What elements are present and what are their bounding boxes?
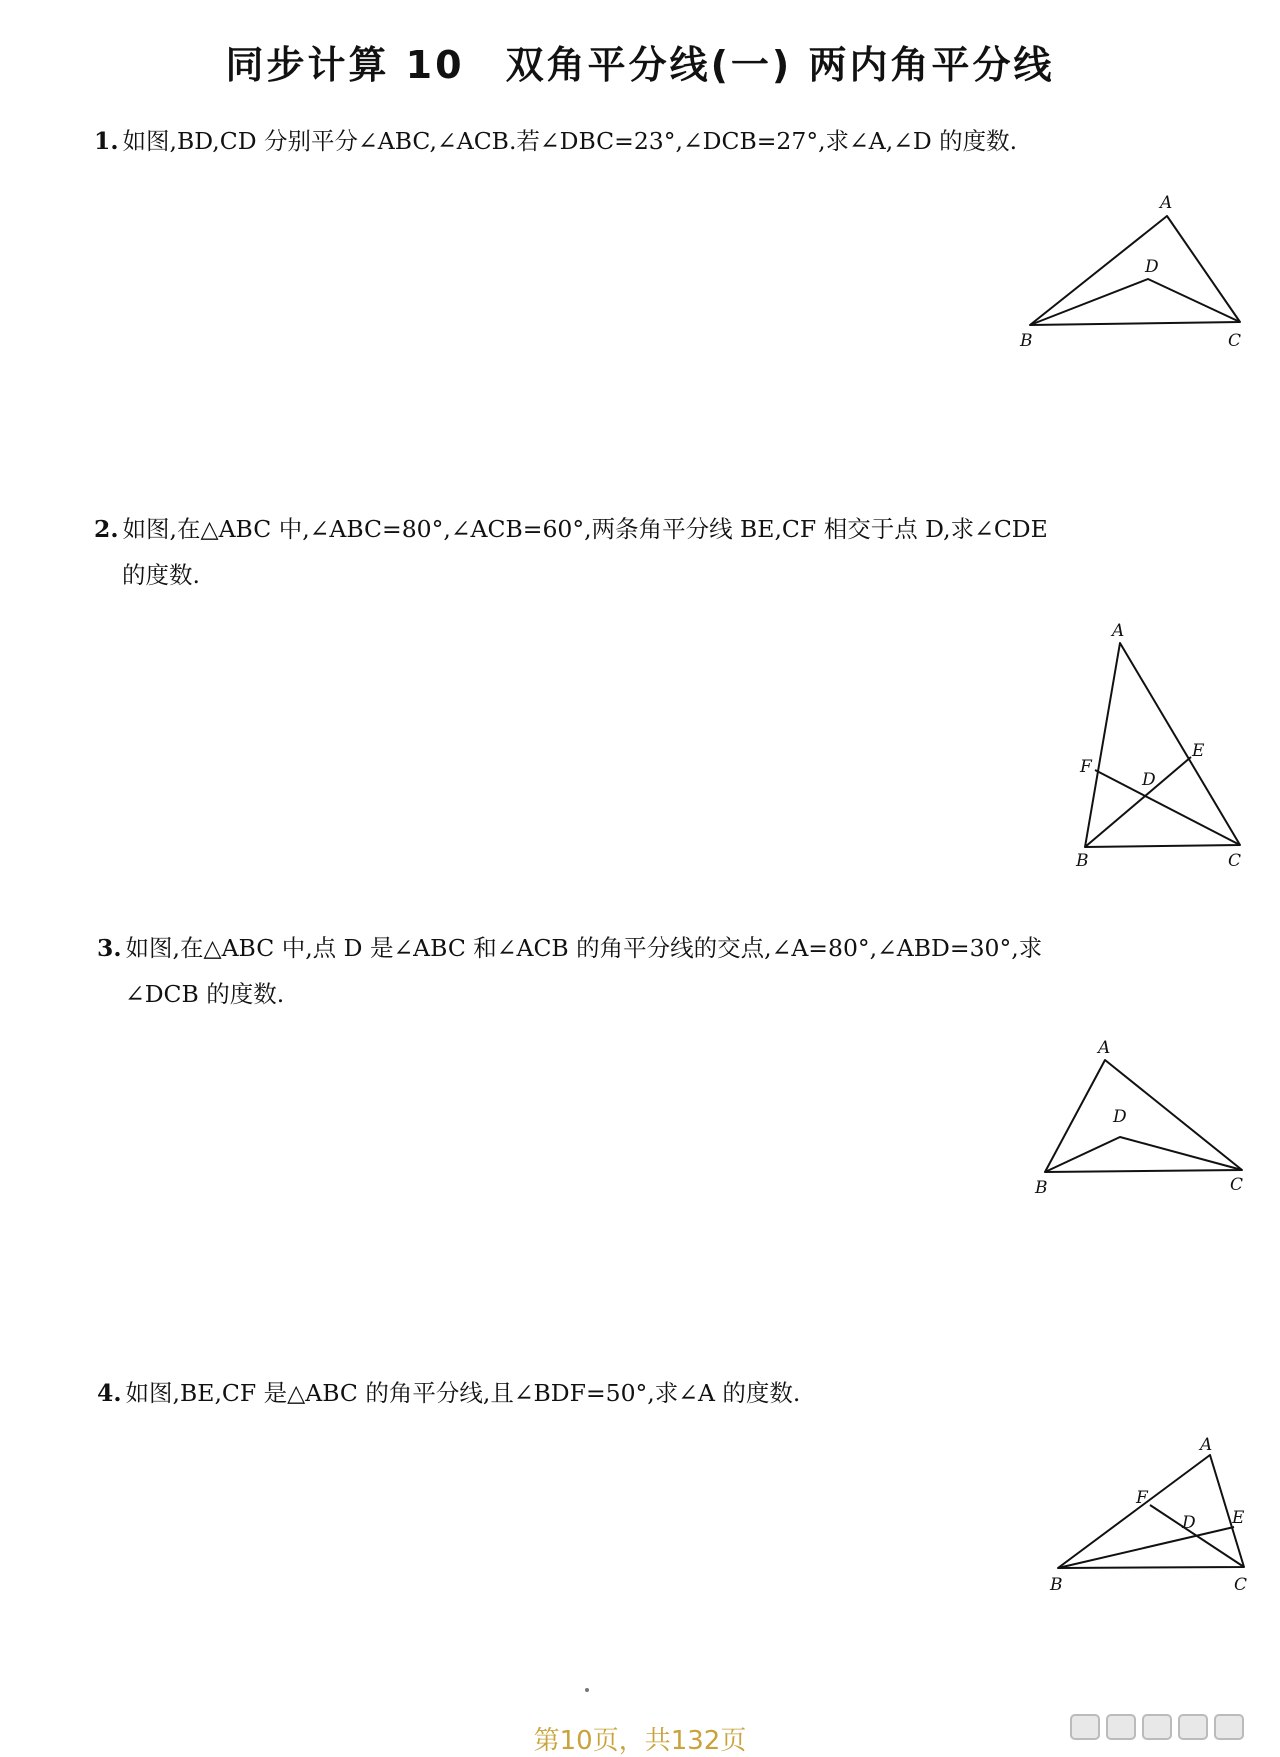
page-title: 同步计算 10 双角平分线(一) 两内角平分线 bbox=[225, 43, 1055, 87]
toggle-icon[interactable] bbox=[1178, 1714, 1208, 1740]
label-B: B bbox=[1050, 1575, 1063, 1595]
problem-4 bbox=[97, 1370, 800, 1416]
toggle-icon[interactable] bbox=[1214, 1714, 1244, 1740]
label-F: F bbox=[1080, 757, 1092, 777]
label-F: F bbox=[1136, 1488, 1148, 1508]
triangle-abc bbox=[1030, 216, 1240, 325]
triangle-abc bbox=[1085, 643, 1240, 847]
figure-4 bbox=[1040, 1430, 1260, 1600]
problem-1 bbox=[94, 118, 1017, 164]
label-B: B bbox=[1076, 851, 1089, 871]
problem-text: 如图,在△ABC 中,∠ABC=80°,∠ACB=60°,两条角平分线 BE,CF 相交于点 D,求∠CDE bbox=[122, 515, 1048, 543]
label-C: C bbox=[1228, 331, 1242, 351]
problem-text: 如图,BD,CD 分别平分∠ABC,∠ACB.若∠DBC=23°,∠DCB=27°,求∠A,∠D 的度数. bbox=[122, 127, 1018, 155]
problem-2 bbox=[94, 506, 1048, 598]
label-A: A bbox=[1200, 1435, 1213, 1455]
label-E: E bbox=[1192, 741, 1205, 761]
toggle-icon[interactable] bbox=[1070, 1714, 1100, 1740]
label-A: A bbox=[1098, 1038, 1111, 1058]
label-D: D bbox=[1182, 1513, 1196, 1533]
label-C: C bbox=[1228, 851, 1242, 871]
problem-text-line2: ∠DCB 的度数. bbox=[125, 980, 285, 1008]
scan-speck bbox=[585, 1688, 589, 1692]
toggle-icon[interactable] bbox=[1142, 1714, 1172, 1740]
bisector-lines-bdc bbox=[1030, 279, 1240, 325]
problem-3 bbox=[97, 925, 1042, 1017]
view-toggle-controls[interactable] bbox=[1070, 1714, 1244, 1740]
figure-1 bbox=[1020, 193, 1250, 356]
label-D: D bbox=[1142, 770, 1156, 790]
problem-number: 2. bbox=[94, 515, 119, 543]
problem-text-line2: 的度数. bbox=[122, 561, 200, 589]
label-B: B bbox=[1020, 331, 1033, 351]
triangle-abc bbox=[1058, 1455, 1244, 1568]
toggle-icon[interactable] bbox=[1106, 1714, 1136, 1740]
bisector-cf bbox=[1150, 1505, 1244, 1567]
figure-3 bbox=[1035, 1040, 1255, 1200]
label-B: B bbox=[1035, 1178, 1048, 1198]
figure-2 bbox=[1070, 620, 1260, 870]
label-D: D bbox=[1113, 1107, 1127, 1127]
problem-number: 3. bbox=[97, 934, 122, 962]
label-C: C bbox=[1234, 1575, 1248, 1595]
label-E: E bbox=[1232, 1508, 1245, 1528]
problem-number: 4. bbox=[97, 1379, 122, 1407]
label-A: A bbox=[1112, 621, 1125, 641]
bisector-be bbox=[1085, 757, 1191, 847]
label-C: C bbox=[1230, 1175, 1244, 1195]
problem-text: 如图,在△ABC 中,点 D 是∠ABC 和∠ACB 的角平分线的交点,∠A=80°,∠ABD=30°,求 bbox=[125, 934, 1043, 962]
problem-text: 如图,BE,CF 是△ABC 的角平分线,且∠BDF=50°,求∠A 的度数. bbox=[125, 1379, 801, 1407]
bisector-lines-bdc bbox=[1045, 1137, 1242, 1172]
page-footer: 第10页，共132页 bbox=[533, 1726, 747, 1756]
triangle-abc bbox=[1045, 1060, 1242, 1172]
problem-number: 1. bbox=[94, 127, 119, 155]
label-A: A bbox=[1160, 193, 1173, 213]
label-D: D bbox=[1145, 257, 1159, 277]
